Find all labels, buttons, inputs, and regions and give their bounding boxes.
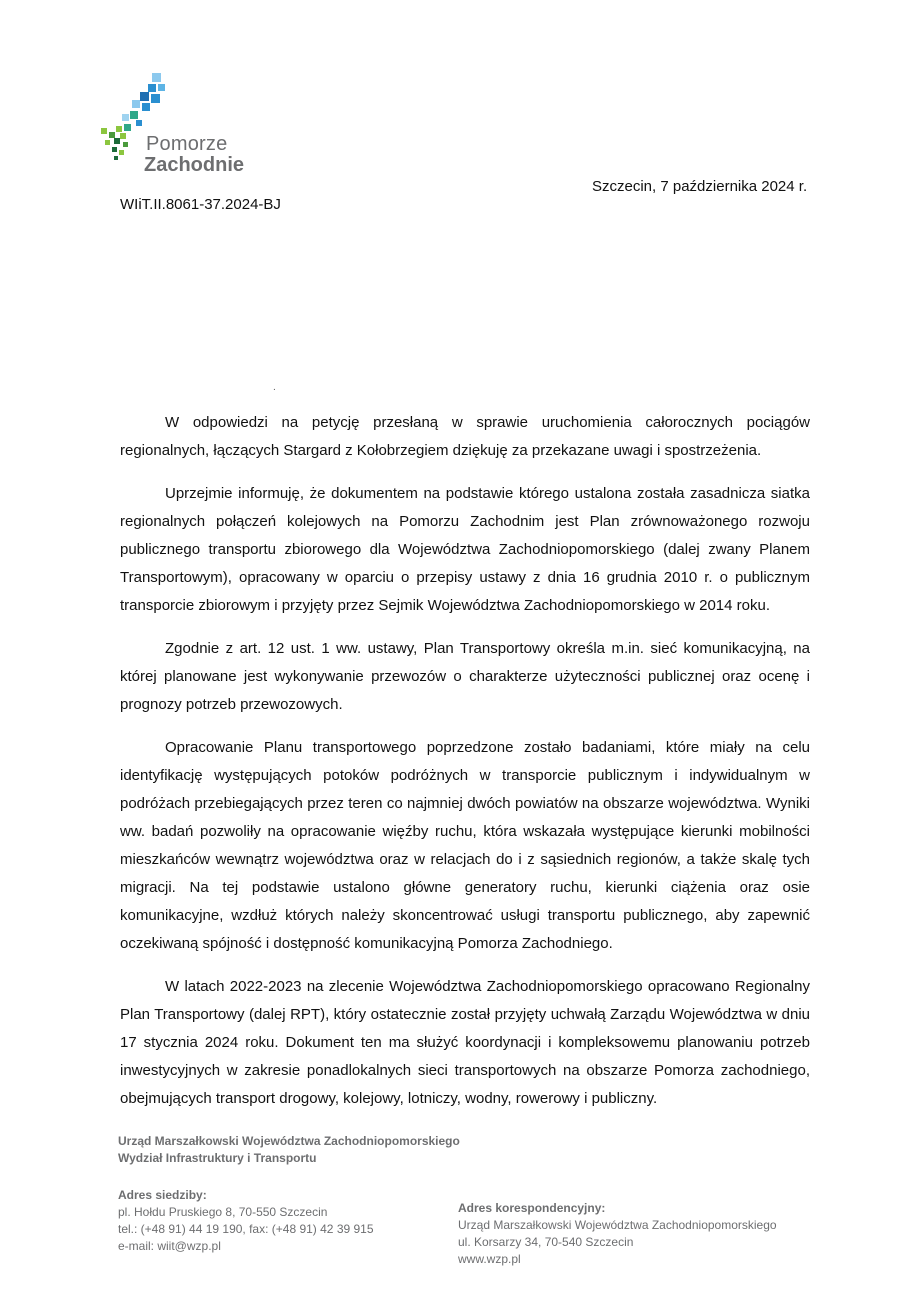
stray-dot: . — [273, 382, 276, 393]
letter-footer — [118, 1133, 818, 1267]
correspondence-heading: Adres korespondencyjny: — [458, 1201, 606, 1215]
paragraph: Opracowanie Planu transportowego poprzedzone zostało badaniami, które miały na celu identyfikację występujących potoków podróżnych w transporcie publicznym i indywidualnym w podróżach przebiegających przez teren co najmniej dwóch powiatów na obszarze województwa. Wyniki ww. badań pozwoliły na opracowanie więźby ruchu, która wskazała występujące kierunki mobilności mieszkańców wewnątrz województwa oraz w relacjach do i z sąsiednich regionów, a także skalę tych migracji. Na tej podstawie ustalono główne generatory ruchu, kierunki ciążenia oraz osie komunikacyjne, wzdłuż których należy skoncentrować usługi transportu publicznego, aby zapewnić oczekiwaną spójność i dostępność komunikacyjną Pomorza Zachodniego. — [120, 739, 810, 952]
footer-addresses — [118, 1187, 818, 1267]
footer-org-name: Urząd Marszałkowski Województwa Zachodniopomorskiego — [118, 1134, 460, 1148]
seat-email: e-mail: wiit@wzp.pl — [118, 1239, 221, 1253]
seat-phone: tel.: (+48 91) 44 19 190, fax: (+48 91) 42 39 915 — [118, 1222, 374, 1236]
case-signature: WIiT.II.8061-37.2024-BJ — [120, 196, 281, 213]
letter-date: Szczecin, 7 października 2024 r. — [592, 178, 808, 195]
letter-body — [120, 409, 810, 1128]
paragraph: W odpowiedzi na petycję przesłaną w sprawie uruchomienia całorocznych pociągów regionalnych, łączących Stargard z Kołobrzegiem dziękuję za przekazane uwagi i spostrzeżenia. — [120, 414, 810, 459]
correspondence-web: www.wzp.pl — [458, 1252, 521, 1266]
logo-text-pomorze: Pomorze — [146, 133, 228, 155]
paragraph: W latach 2022-2023 na zlecenie Województwa Zachodniopomorskiego opracowano Regionalny Plan Transportowy (dalej RPT), który ostatecznie został przyjęty uchwałą Zarządu Województwa w dniu 17 stycznia 2024 roku. Dokument ten ma służyć koordynacji i kompleksowemu planowaniu potrzeb inwestycyjnych w zakresie ponadlokalnych sieci transportowych na obszarze Pomorza zachodniego, obejmujących transport drogowy, kolejowy, lotniczy, wodny, rowerowy i publiczny. — [120, 978, 810, 1107]
paragraph: Uprzejmie informuję, że dokumentem na podstawie którego ustalona została zasadnicza siatka regionalnych połączeń kolejowych na Pomorzu Zachodnim jest Plan zrównoważonego rozwoju publicznego transportu zbiorowego dla Województwa Zachodniopomorskiego (dalej zwany Planem Transportowym), opracowany w oparciu o przepisy ustawy z dnia 16 grudnia 2010 r. o publicznym transporcie zbiorowym i przyjęty przez Sejmik Województwa Zachodniopomorskiego w 2014 roku. — [120, 485, 810, 614]
correspondence-address-block — [458, 1200, 777, 1268]
logo-text-zachodnie: Zachodnie — [144, 154, 245, 176]
footer-department: Wydział Infrastruktury i Transportu — [118, 1151, 317, 1165]
seat-address: pl. Hołdu Pruskiego 8, 70-550 Szczecin — [118, 1205, 328, 1219]
correspondence-line2: ul. Korsarzy 34, 70-540 Szczecin — [458, 1235, 634, 1249]
seat-heading: Adres siedziby: — [118, 1188, 207, 1202]
paragraph: Zgodnie z art. 12 ust. 1 ww. ustawy, Plan Transportowy określa m.in. sieć komunikacyjną, na której planowane jest wykonywanie przewozów o charakterze użyteczności publicznej oraz ocenę i prognozy potrzeb przewozowych. — [120, 640, 810, 713]
correspondence-line1: Urząd Marszałkowski Województwa Zachodniopomorskiego — [458, 1218, 777, 1232]
seat-address-block — [118, 1187, 374, 1255]
